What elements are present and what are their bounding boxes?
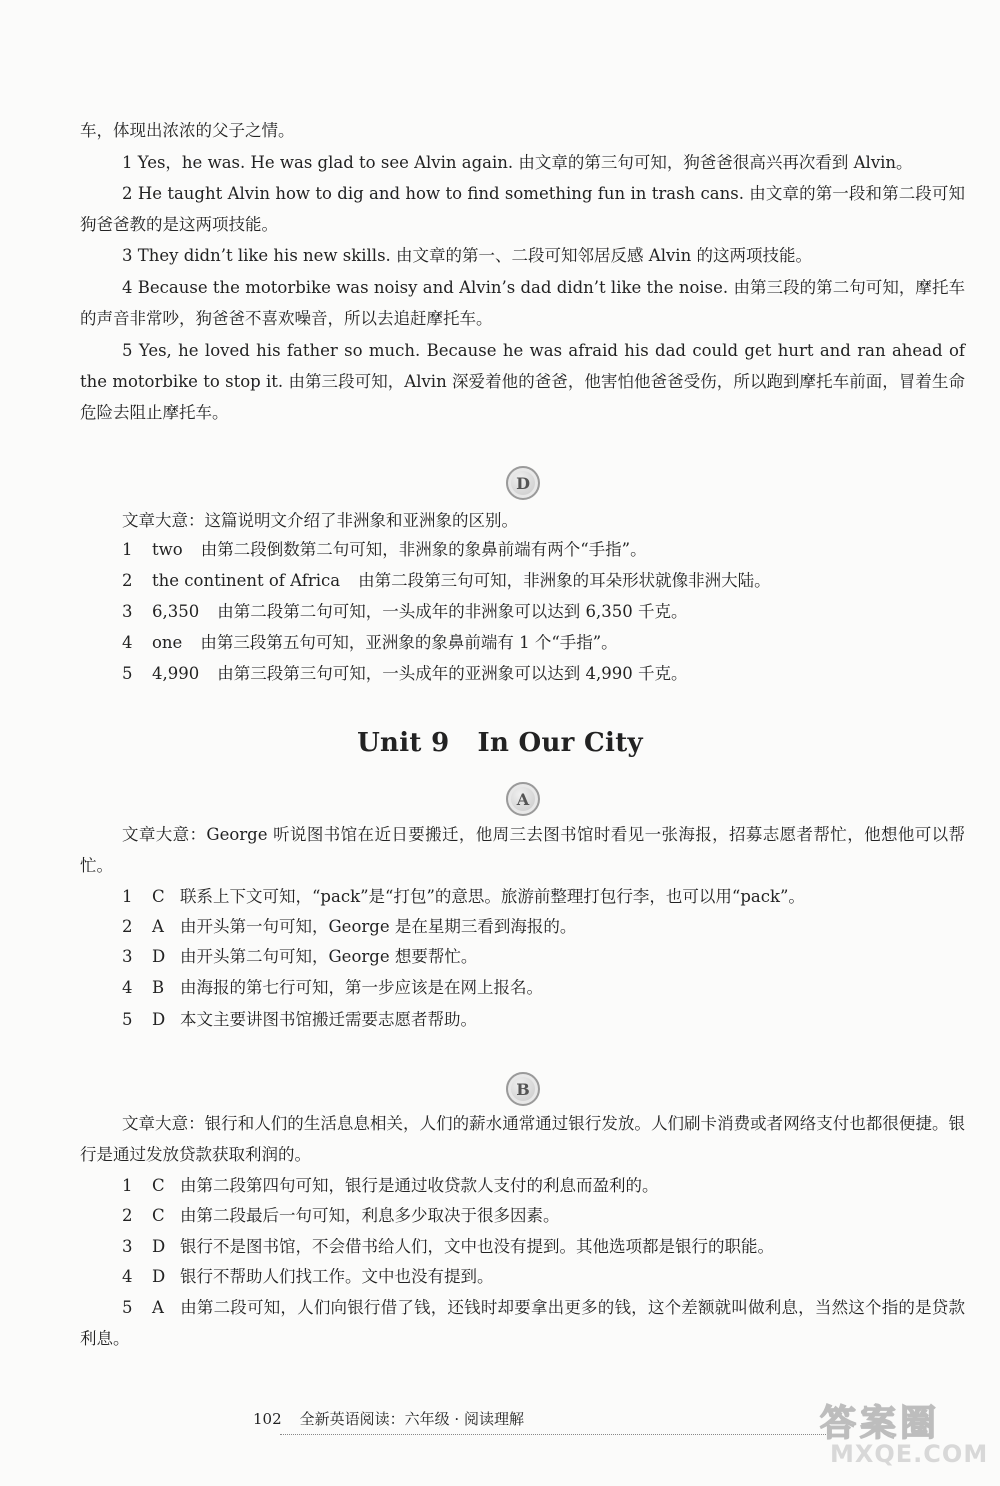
item-number: 4 — [122, 1267, 133, 1286]
top-answer-4: 4 Because the motorbike was noisy and Alvin’s dad didn’t like the noise. 由第三段的第二句可知，摩托车的声音非常吵，狗爸爸不喜欢噪音，所以去追赶摩托车。 — [80, 278, 965, 328]
section-a-item — [122, 941, 965, 972]
footer-divider — [280, 1434, 840, 1435]
section-d-item — [122, 658, 965, 689]
item-answer: two — [152, 540, 183, 559]
section-d-item — [122, 565, 965, 596]
item-answer: one — [152, 633, 183, 652]
page-footer — [253, 1408, 524, 1429]
item-note: 银行不帮助人们找工作。文中也没有提到。 — [180, 1267, 494, 1286]
item-answer: D — [152, 1237, 166, 1256]
item-note: 由第二段第三句可知，非洲象的耳朵形状就像非洲大陆。 — [358, 571, 771, 590]
item-number: 3 — [122, 602, 133, 621]
section-a-item — [122, 911, 965, 942]
item-answer: 6,350 — [152, 602, 200, 621]
section-d-item — [122, 534, 965, 565]
section-d-item — [122, 596, 965, 627]
item-answer: C — [152, 887, 165, 906]
item-note: 由第三段第三句可知，一头成年的亚洲象可以达到 4,990 千克。 — [217, 664, 688, 683]
item-note: 由第二段倒数第二句可知，非洲象的象鼻前端有两个“手指”。 — [200, 540, 647, 559]
top-answer-1: 1 Yes，he was. He was glad to see Alvin again. 由文章的第三句可知，狗爸爸很高兴再次看到 Alvin。 — [122, 153, 913, 172]
item-answer: B — [152, 978, 165, 997]
item-note: 联系上下文可知，“pack”是“打包”的意思。旅游前整理打包行李，也可以用“pack”。 — [180, 887, 805, 906]
item-number: 2 — [122, 1206, 133, 1225]
continuation-text: 车，体现出浓浓的父子之情。 — [80, 121, 295, 140]
item-answer: 4,990 — [152, 664, 200, 683]
section-d-item — [122, 627, 965, 658]
item-number: 1 — [122, 887, 133, 906]
section-a-summary: 文章大意：George 听说图书馆在近日要搬迁，他周三去图书馆时看见一张海报，招募志愿者帮忙，他想他可以帮忙。 — [80, 825, 965, 875]
section-b-badge: B — [506, 1072, 540, 1106]
item-note: 本文主要讲图书馆搬迁需要志愿者帮助。 — [180, 1010, 477, 1029]
item-number: 4 — [122, 633, 133, 652]
item-answer: D — [152, 947, 166, 966]
section-b-item — [122, 1170, 965, 1201]
section-b-item-5 — [80, 1292, 965, 1354]
item-answer: C — [152, 1176, 165, 1195]
item-note: 由海报的第七行可知，第一步应该是在网上报名。 — [180, 978, 543, 997]
item-note: 由第二段可知，人们向银行借了钱，还钱时却要拿出更多的钱，这个差额就叫做利息，当然这个指的是贷款利息。 — [80, 1298, 965, 1348]
section-b-item — [122, 1231, 965, 1262]
item-note: 由第二段第二句可知，一头成年的非洲象可以达到 6,350 千克。 — [217, 602, 688, 621]
item-number: 2 — [122, 917, 133, 936]
item-number: 3 — [122, 1237, 133, 1256]
item-answer: A — [152, 1298, 164, 1317]
unit-title: In Our City — [477, 728, 643, 758]
item-answer: C — [152, 1206, 165, 1225]
item-note: 由第三段第五句可知，亚洲象的象鼻前端有 1 个“手指”。 — [200, 633, 618, 652]
unit-label: Unit 9 — [357, 728, 450, 758]
section-a-item — [122, 1004, 965, 1035]
section-b-summary: 文章大意：银行和人们的生活息息相关，人们的薪水通常通过银行发放。人们刷卡消费或者网络支付也都很便捷。银行是通过发放贷款获取利润的。 — [80, 1114, 965, 1164]
item-answer: the continent of Africa — [152, 571, 341, 590]
top-answer-5: 5 Yes, he loved his father so much. Because he was afraid his dad could get hurt and ran ahead of the motorbike to stop it. 由第三段可知，Alvin 深爱着他的爸爸，他害怕他爸爸受伤，所以跑到摩托车前面，冒着生命危险去阻止摩托车。 — [80, 341, 965, 422]
item-note: 由开头第二句可知，George 想要帮忙。 — [180, 947, 478, 966]
watermark-logo: 答案圈 — [820, 1402, 941, 1444]
item-number: 1 — [122, 540, 133, 559]
item-number: 3 — [122, 947, 133, 966]
section-d-summary: 文章大意：这篇说明文介绍了非洲象和亚洲象的区别。 — [122, 511, 518, 530]
section-a-item — [122, 881, 965, 912]
item-number: 5 — [122, 1298, 133, 1317]
watermark-url: MXQE.COM — [830, 1440, 989, 1468]
book-title: 全新英语阅读：六年级 · 阅读理解 — [299, 1410, 524, 1428]
item-answer: D — [152, 1267, 166, 1286]
section-a-item — [122, 972, 965, 1003]
item-number: 1 — [122, 1176, 133, 1195]
top-answer-3: 3 They didn’t like his new skills. 由文章的第一、二段可知邻居反感 Alvin 的这两项技能。 — [122, 246, 812, 265]
item-number: 5 — [122, 1010, 133, 1029]
section-b-item — [122, 1200, 965, 1231]
item-note: 由开头第一句可知，George 是在星期三看到海报的。 — [180, 917, 577, 936]
section-d-badge: D — [506, 466, 540, 500]
item-answer: A — [152, 917, 164, 936]
item-note: 由第二段第四句可知，银行是通过收贷款人支付的利息而盈利的。 — [180, 1176, 659, 1195]
item-answer: D — [152, 1010, 166, 1029]
item-number: 5 — [122, 664, 133, 683]
page-number: 102 — [253, 1410, 282, 1428]
item-number: 2 — [122, 571, 133, 590]
item-number: 4 — [122, 978, 133, 997]
item-note: 由第二段最后一句可知，利息多少取决于很多因素。 — [180, 1206, 560, 1225]
section-a-badge: A — [506, 782, 540, 816]
section-b-item — [122, 1261, 965, 1292]
unit-heading — [0, 728, 1000, 758]
top-answer-2: 2 He taught Alvin how to dig and how to find something fun in trash cans. 由文章的第一段和第二段可知狗爸爸教的是这两项技能。 — [80, 184, 965, 234]
item-note: 银行不是图书馆，不会借书给人们，文中也没有提到。其他选项都是银行的职能。 — [180, 1237, 774, 1256]
